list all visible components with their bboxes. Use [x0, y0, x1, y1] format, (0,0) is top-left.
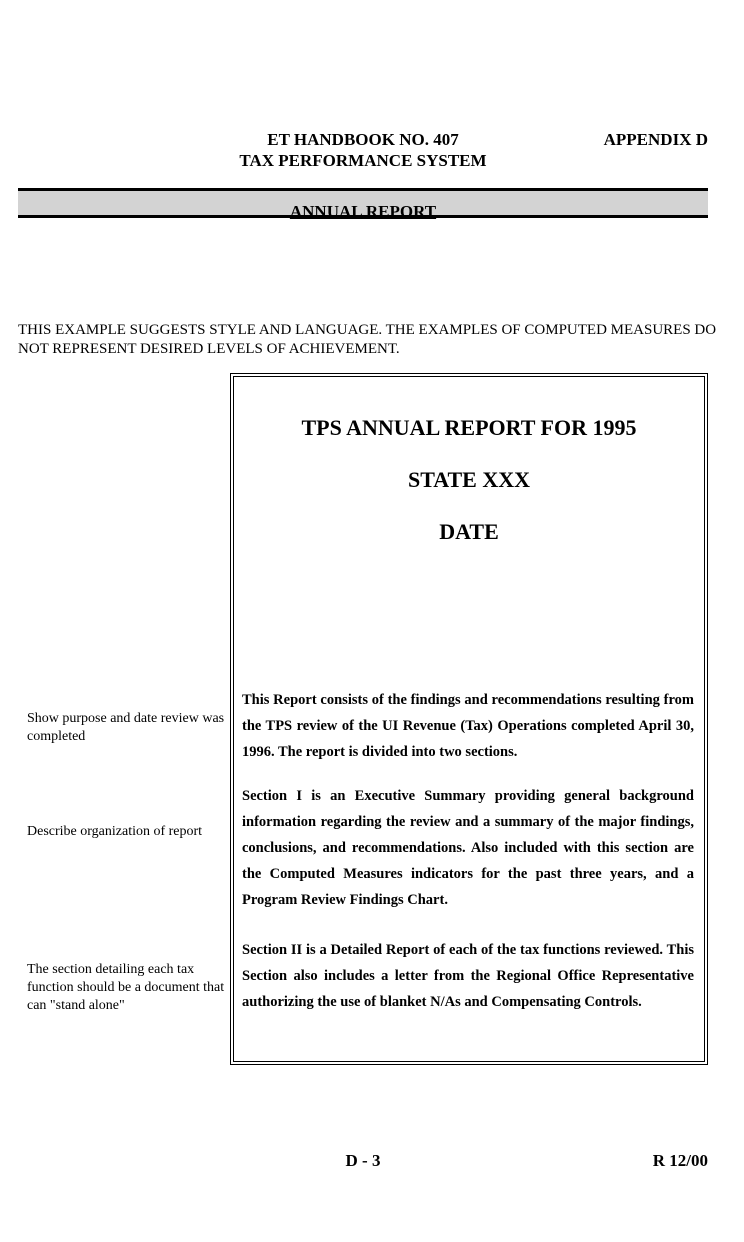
system-name: TAX PERFORMANCE SYSTEM — [239, 151, 487, 170]
report-date: DATE — [439, 519, 499, 544]
report-paragraph-section-one: Section I is an Executive Summary providing general background information regarding the review and a summary of the major findings, conclusions, and recommendations. Also included with this section are the Computed Measures indicators for the past three years, and a Program Review Findings Chart. — [242, 788, 694, 908]
appendix-label: APPENDIX D — [603, 130, 708, 149]
page-number: D - 3 — [345, 1151, 381, 1170]
revision-date: R 12/00 — [652, 1151, 708, 1170]
side-note-stand-alone: The section detailing each tax function should be a document that can "stand alone" — [27, 962, 225, 1013]
report-title: TPS ANNUAL REPORT FOR 1995 — [301, 415, 637, 440]
report-example-box — [230, 373, 708, 1065]
disclaimer-note: THIS EXAMPLE SUGGESTS STYLE AND LANGUAGE. THE EXAMPLES OF COMPUTED MEASURES DO NOT REPRESENT DESIRED LEVELS OF ACHIEVEMENT. — [18, 322, 717, 357]
document-header — [200, 129, 526, 171]
banner-title: ANNUAL REPORT — [289, 202, 437, 221]
handbook-number: ET HANDBOOK NO. 407 — [267, 130, 459, 149]
report-state: STATE XXX — [407, 467, 531, 492]
section-banner — [18, 188, 708, 221]
side-note-organization: Describe organization of report — [27, 824, 203, 839]
report-paragraph-purpose: This Report consists of the findings and recommendations resulting from the TPS review of the UI Revenue (Tax) Operations completed April 30, 1996. The report is divided into two sections. — [242, 692, 694, 760]
report-paragraph-section-two: Section II is a Detailed Report of each of the tax functions reviewed. This Section also includes a letter from the Regional Office Representative authorizing the use of blanket N/As and Compensating Controls. — [242, 942, 694, 1010]
side-note-purpose: Show purpose and date review was completed — [27, 711, 225, 744]
